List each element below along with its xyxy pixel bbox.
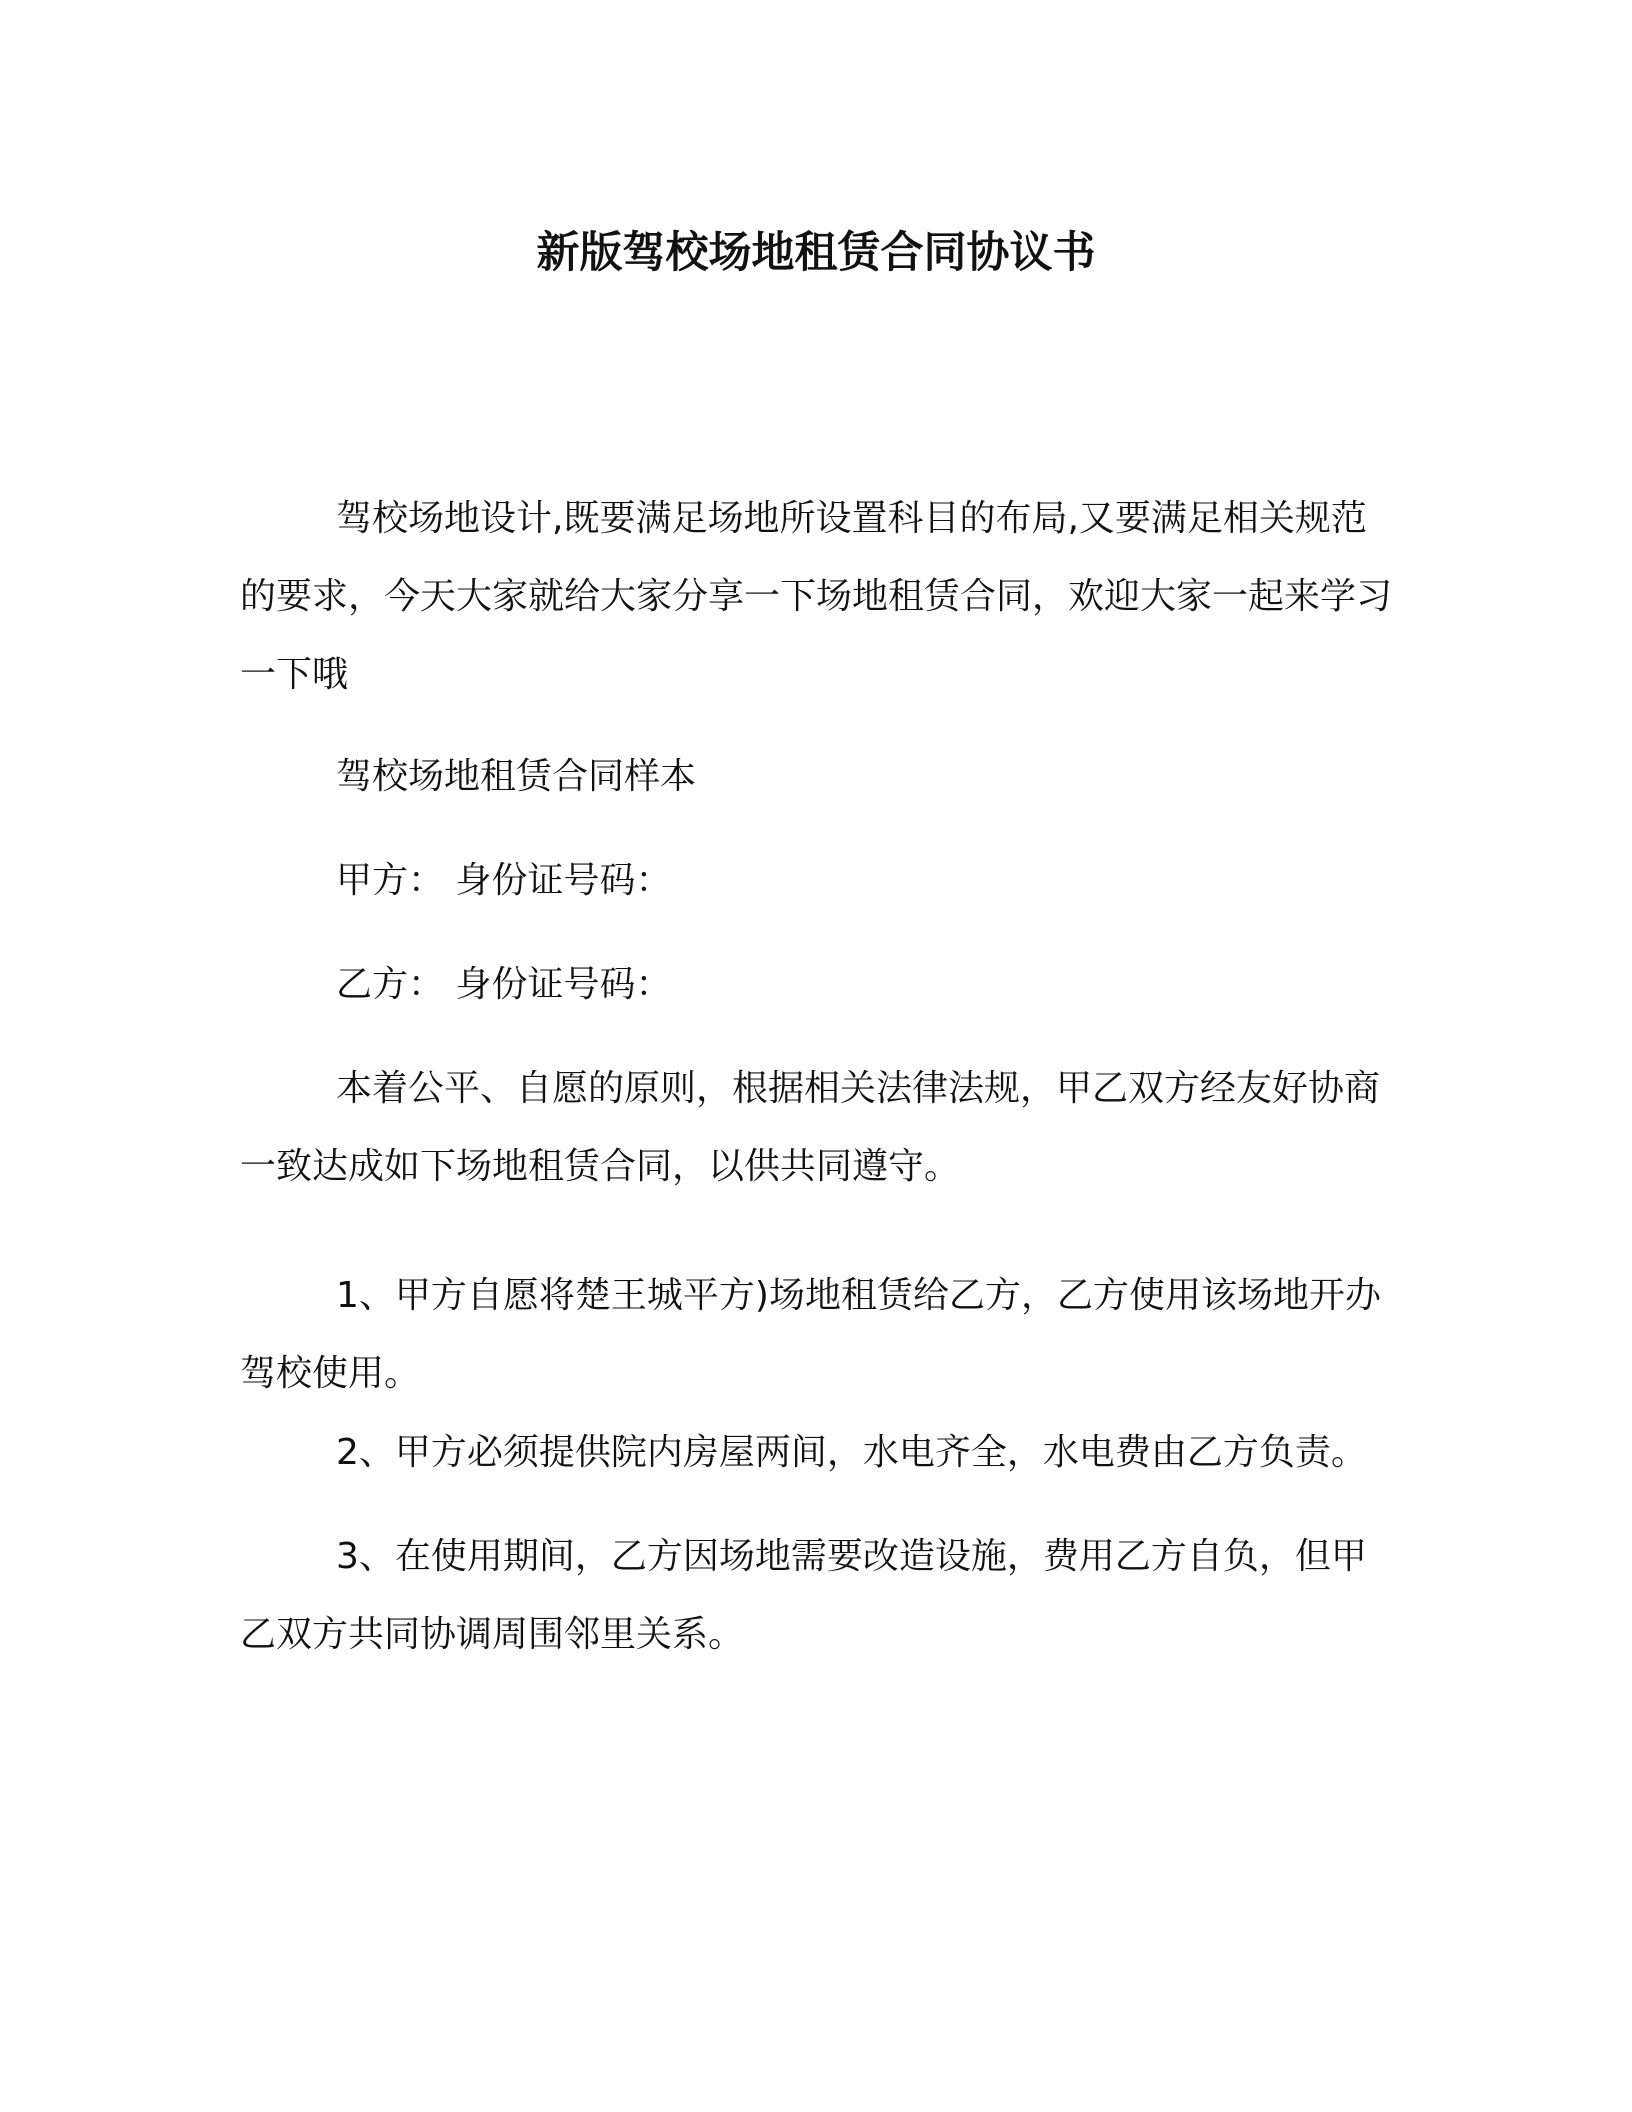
clause-1: 1、甲方自愿将楚王城平方)场地租赁给乙方，乙方使用该场地开办驾校使用。 [240, 1275, 1381, 1394]
clause-3: 3、在使用期间，乙方因场地需要改造设施，费用乙方自负，但甲乙双方共同协调周围邻里关系。 [240, 1536, 1367, 1655]
intro-paragraph: 驾校场地设计,既要满足场地所设置科目的布局,又要满足相关规范的要求，今天大家就给大家分享一下场地租赁合同，欢迎大家一起来学习一下哦 [240, 498, 1393, 695]
party-a-line: 甲方： 身份证号码： [336, 860, 672, 901]
clause-2: 2、甲方必须提供院内房屋两间，水电齐全，水电费由乙方负责。 [336, 1432, 1367, 1473]
sample-heading: 驾校场地租赁合同样本 [336, 756, 697, 797]
principle-paragraph: 本着公平、自愿的原则，根据相关法律法规，甲乙双方经友好协商一致达成如下场地租赁合同，以供共同遵守。 [240, 1068, 1381, 1187]
party-b-line: 乙方： 身份证号码： [336, 964, 672, 1005]
document-title: 新版驾校场地租赁合同协议书 [536, 228, 1096, 278]
